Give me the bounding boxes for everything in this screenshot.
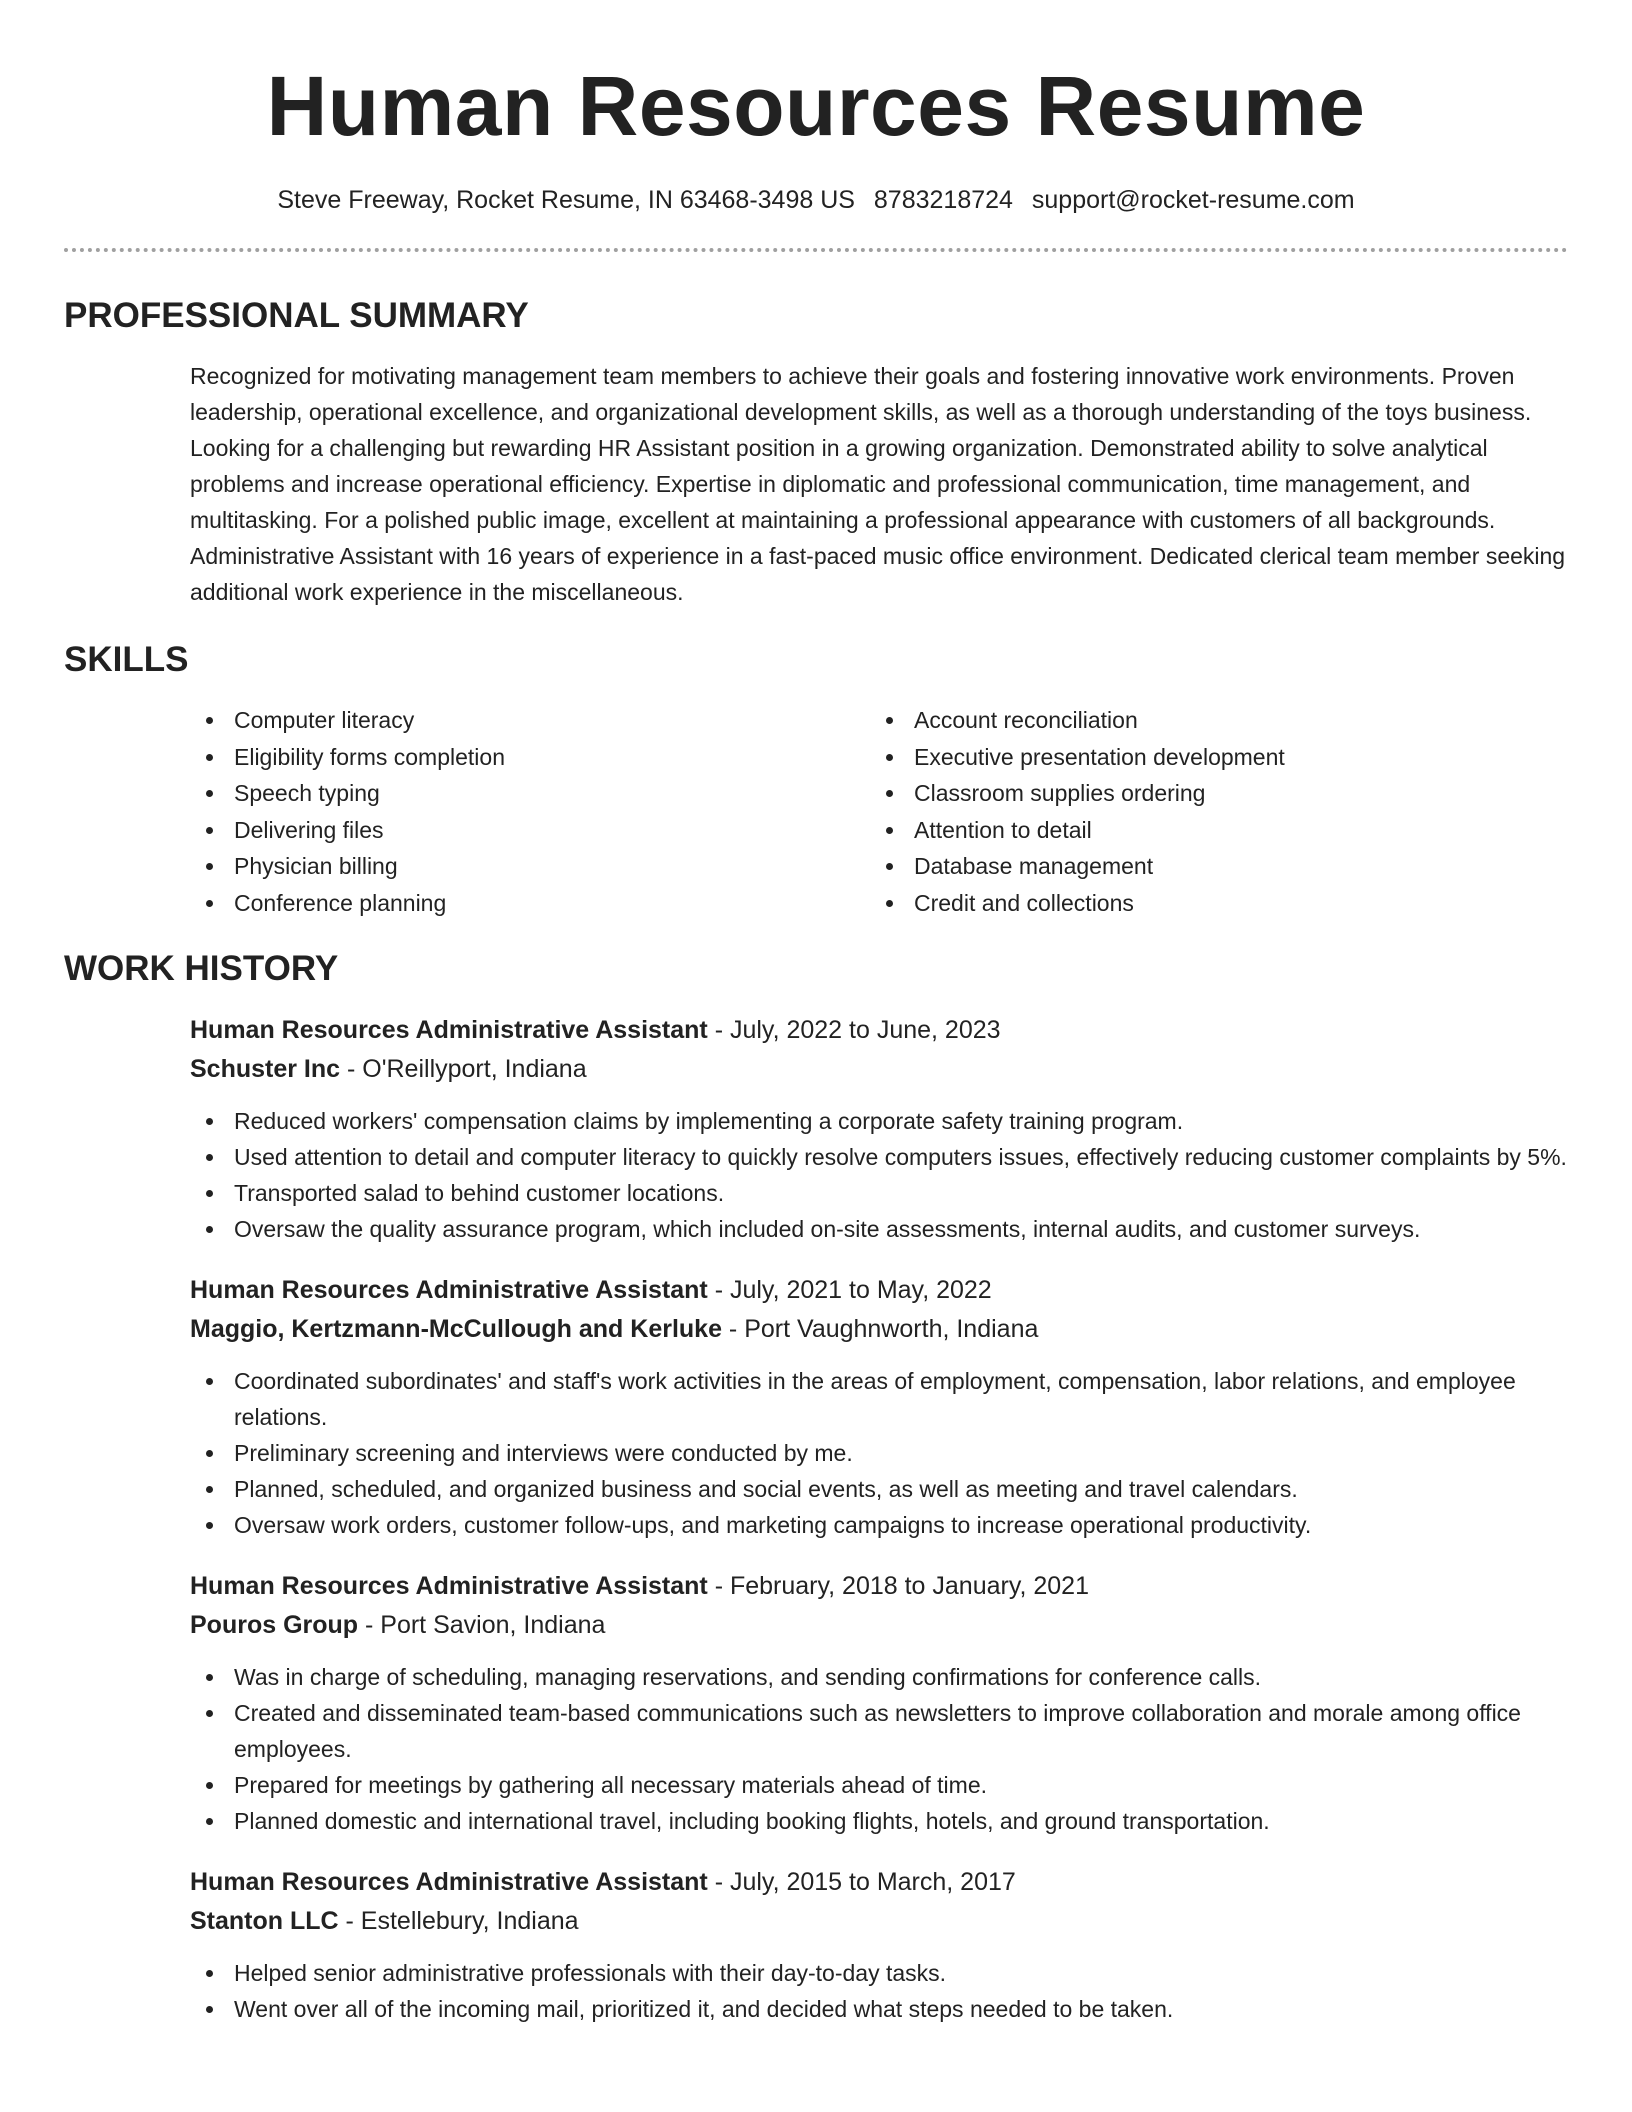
job-bullets [190, 1659, 1568, 1839]
job-dates: - July, 2022 to June, 2023 [707, 1016, 1001, 1044]
job-company-line [190, 1902, 1568, 1941]
job-title: Human Resources Administrative Assistant [190, 1868, 708, 1896]
skills-list [190, 702, 1568, 921]
skills-heading: SKILLS [64, 640, 189, 679]
job-title-line [190, 1567, 1568, 1606]
job-title-line [190, 1011, 1568, 1050]
job-entry [190, 1863, 1568, 2027]
skill-item: Executive presentation development [870, 739, 1550, 776]
skill-item: Conference planning [190, 885, 870, 922]
job-bullets [190, 1363, 1568, 1543]
skill-item: Speech typing [190, 775, 870, 812]
job-location: - Port Savion, Indiana [358, 1611, 606, 1639]
resume-page [64, 0, 1568, 2027]
skill-item: Account reconciliation [870, 702, 1550, 739]
job-bullet: Transported salad to behind customer locations. [190, 1175, 1568, 1211]
skill-item: Physician billing [190, 848, 870, 885]
job-bullet: Went over all of the incoming mail, prioritized it, and decided what steps needed to be taken. [190, 1991, 1568, 2027]
contact-address: Steve Freeway, Rocket Resume, IN 63468-3498 US [277, 186, 855, 214]
job-bullet: Created and disseminated team-based communications such as newsletters to improve collaboration and morale among office employees. [190, 1695, 1568, 1767]
job-bullets [190, 1103, 1568, 1247]
skill-item: Computer literacy [190, 702, 870, 739]
skills-column-right [870, 702, 1550, 921]
job-dates: - July, 2015 to March, 2017 [707, 1868, 1016, 1896]
contact-email: support@rocket-resume.com [1031, 186, 1355, 214]
skill-item: Attention to detail [870, 812, 1550, 849]
job-company: Schuster Inc [190, 1055, 341, 1083]
summary-text: Recognized for motivating management team members to achieve their goals and fostering innovative work environments. Proven leadership, operational excellence, and organizational development skills, as well as a thorough understanding of the toys business. Looking for a challenging but rewarding HR Assistant position in a growing organization. Demonstrated ability to solve analytical problems and increase operational efficiency. Expertise in diplomatic and professional communication, time management, and multitasking. For a polished public image, excellent at maintaining a professional appearance with customers of all backgrounds. Administrative Assistant with 16 years of experience in a fast-paced music office environment. Dedicated clerical team member seeking additional work experience in the miscellaneous. [190, 363, 1566, 605]
job-location: - Port Vaughnworth, Indiana [721, 1315, 1039, 1343]
contact-line [64, 182, 1568, 218]
job-bullet: Planned domestic and international travel, including booking flights, hotels, and ground transportation. [190, 1803, 1568, 1839]
job-bullet: Was in charge of scheduling, managing reservations, and sending confirmations for conference calls. [190, 1659, 1568, 1695]
job-bullet: Reduced workers' compensation claims by implementing a corporate safety training program. [190, 1103, 1568, 1139]
header-divider [64, 248, 1568, 252]
job-dates: - February, 2018 to January, 2021 [707, 1572, 1089, 1600]
job-bullet: Oversaw work orders, customer follow-ups, and marketing campaigns to increase operational productivity. [190, 1507, 1568, 1543]
skills-column-left [190, 702, 870, 921]
job-title-line [190, 1271, 1568, 1310]
job-bullet: Planned, scheduled, and organized business and social events, as well as meeting and travel calendars. [190, 1471, 1568, 1507]
resume-title: Human Resources Resume [266, 59, 1366, 153]
job-company: Pouros Group [190, 1611, 359, 1639]
job-company-line [190, 1310, 1568, 1349]
job-bullet: Coordinated subordinates' and staff's work activities in the areas of employment, compensation, labor relations, and employee relations. [190, 1363, 1568, 1435]
job-bullet: Oversaw the quality assurance program, which included on-site assessments, internal audits, and customer surveys. [190, 1211, 1568, 1247]
skill-item: Eligibility forms completion [190, 739, 870, 776]
job-entry [190, 1567, 1568, 1839]
job-location: - Estellebury, Indiana [338, 1907, 579, 1935]
job-title: Human Resources Administrative Assistant [190, 1016, 708, 1044]
job-entry [190, 1271, 1568, 1543]
work-history-list [190, 1011, 1568, 2027]
job-entry [190, 1011, 1568, 1247]
job-title-line [190, 1863, 1568, 1902]
job-company: Stanton LLC [190, 1907, 339, 1935]
job-title: Human Resources Administrative Assistant [190, 1572, 708, 1600]
job-bullet: Used attention to detail and computer literacy to quickly resolve computers issues, effectively reducing customer complaints by 5%. [190, 1139, 1568, 1175]
job-company-line [190, 1050, 1568, 1089]
job-bullet: Prepared for meetings by gathering all necessary materials ahead of time. [190, 1767, 1568, 1803]
job-location: - O'Reillyport, Indiana [340, 1055, 587, 1083]
summary-heading: PROFESSIONAL SUMMARY [64, 296, 529, 335]
skill-item: Delivering files [190, 812, 870, 849]
work-history-heading: WORK HISTORY [64, 949, 339, 988]
job-company-line [190, 1606, 1568, 1645]
job-bullet: Helped senior administrative professionals with their day-to-day tasks. [190, 1955, 1568, 1991]
skill-item: Database management [870, 848, 1550, 885]
skill-item: Classroom supplies ordering [870, 775, 1550, 812]
job-title: Human Resources Administrative Assistant [190, 1276, 708, 1304]
contact-phone: 8783218724 [873, 186, 1013, 214]
job-company: Maggio, Kertzmann-McCullough and Kerluke [190, 1315, 722, 1343]
job-bullet: Preliminary screening and interviews were conducted by me. [190, 1435, 1568, 1471]
skill-item: Credit and collections [870, 885, 1550, 922]
job-bullets [190, 1955, 1568, 2027]
job-dates: - July, 2021 to May, 2022 [707, 1276, 992, 1304]
